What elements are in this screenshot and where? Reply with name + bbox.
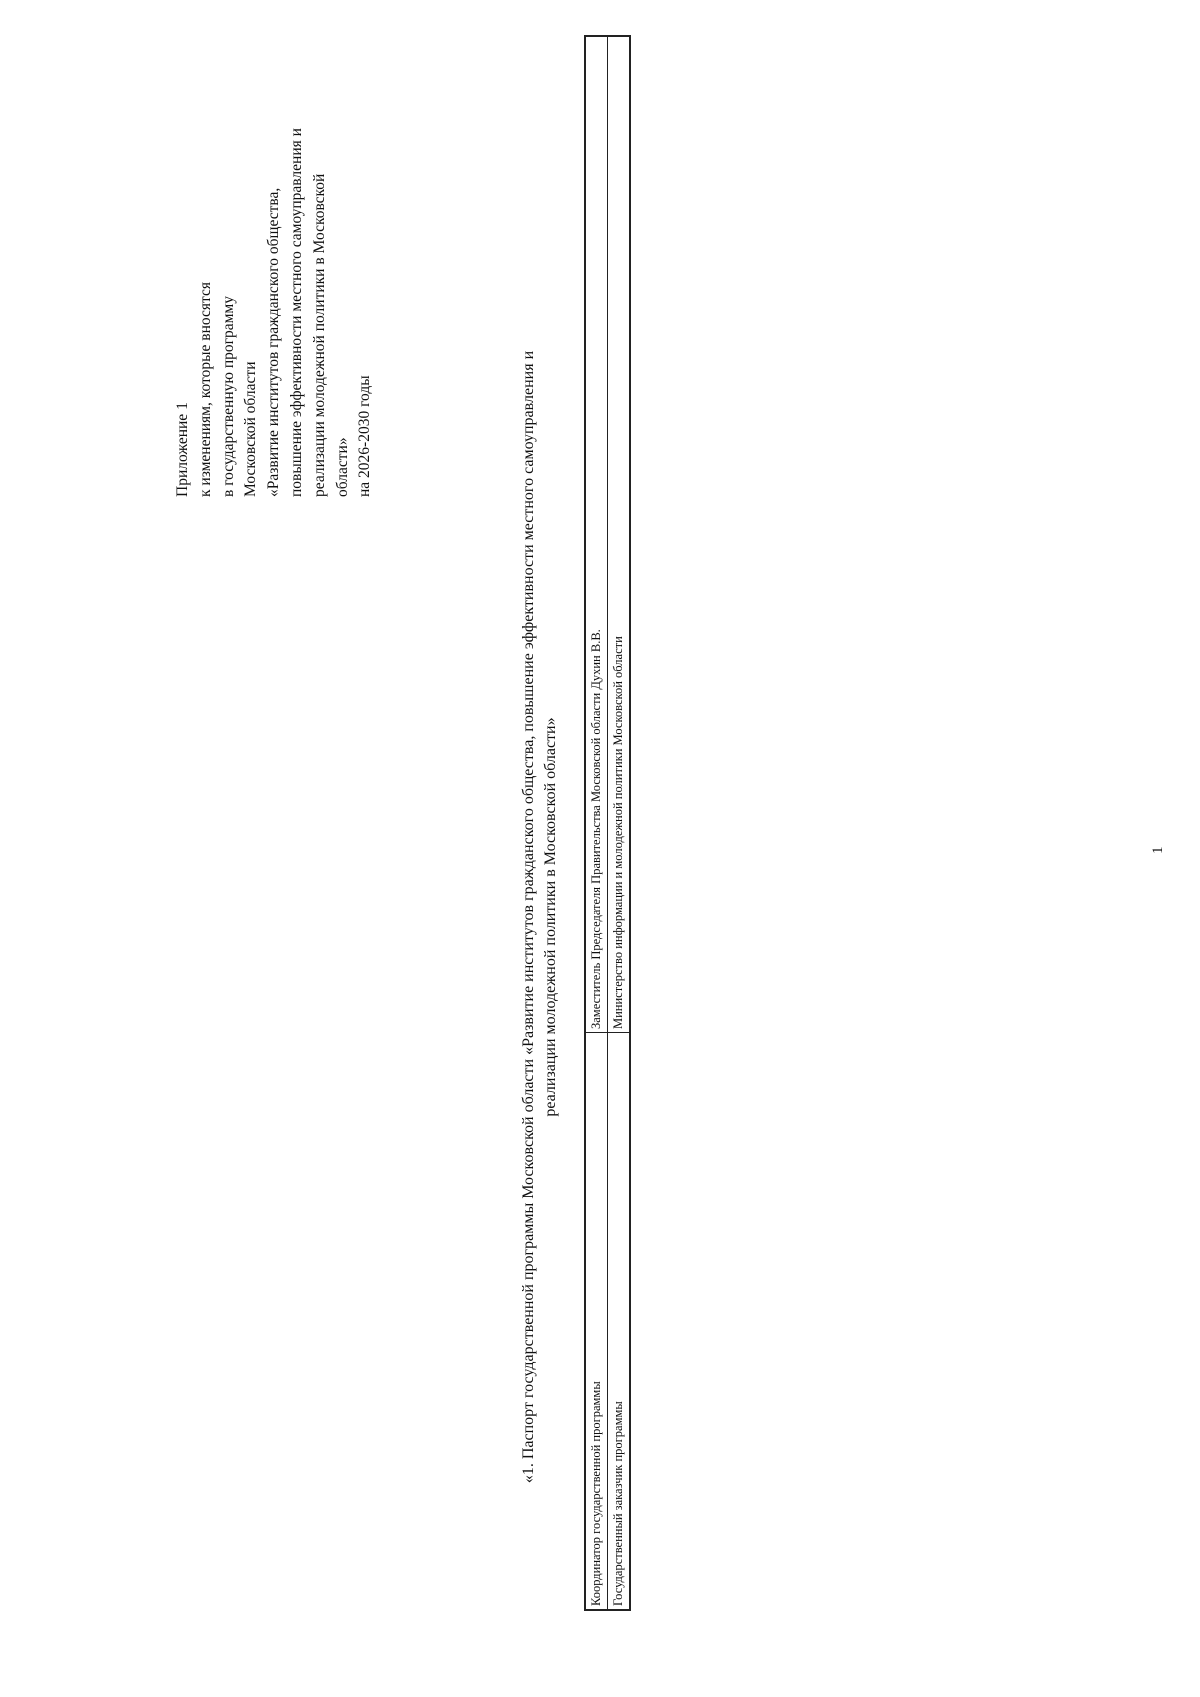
row-label-cell: Координатор государственной программы (585, 1033, 608, 1611)
table-row (585, 36, 608, 1610)
passport-table (584, 35, 631, 1611)
row-label-cell: Государственный заказчик программы (608, 1033, 631, 1611)
appendix-header (172, 27, 377, 497)
appendix-line: повышение эффективности местного самоуправления и (287, 128, 305, 497)
page-number: 1 (1150, 846, 1166, 854)
appendix-line: к изменениям, которые вносятся (196, 281, 214, 497)
row-value-cell: Министерство информации и молодежной политики Московской области (608, 36, 631, 1033)
appendix-line: на 2026-2030 годы (356, 375, 374, 497)
appendix-line: Приложение 1 (174, 402, 191, 497)
passport-title-line-1: «1. Паспорт государственной программы Московской области «Развитие институтов гражданского общества, повышение эффективности местного самоуправления и (520, 350, 537, 1484)
passport-title-line-2: реализации молодежной политики в Московской области» (542, 717, 559, 1117)
row-value-cell: Заместитель Председателя Правительства Московской области Духин В.В. (585, 36, 608, 1033)
appendix-line: «Развитие институтов гражданского общества, (265, 187, 283, 497)
appendix-line: области» (333, 437, 351, 497)
table-row (608, 36, 631, 1610)
appendix-line: в государственную программу (219, 296, 237, 497)
appendix-line: Московской области (242, 361, 260, 497)
passport-title (518, 197, 562, 1637)
appendix-line: реализации молодежной политики в Московской (310, 173, 328, 497)
